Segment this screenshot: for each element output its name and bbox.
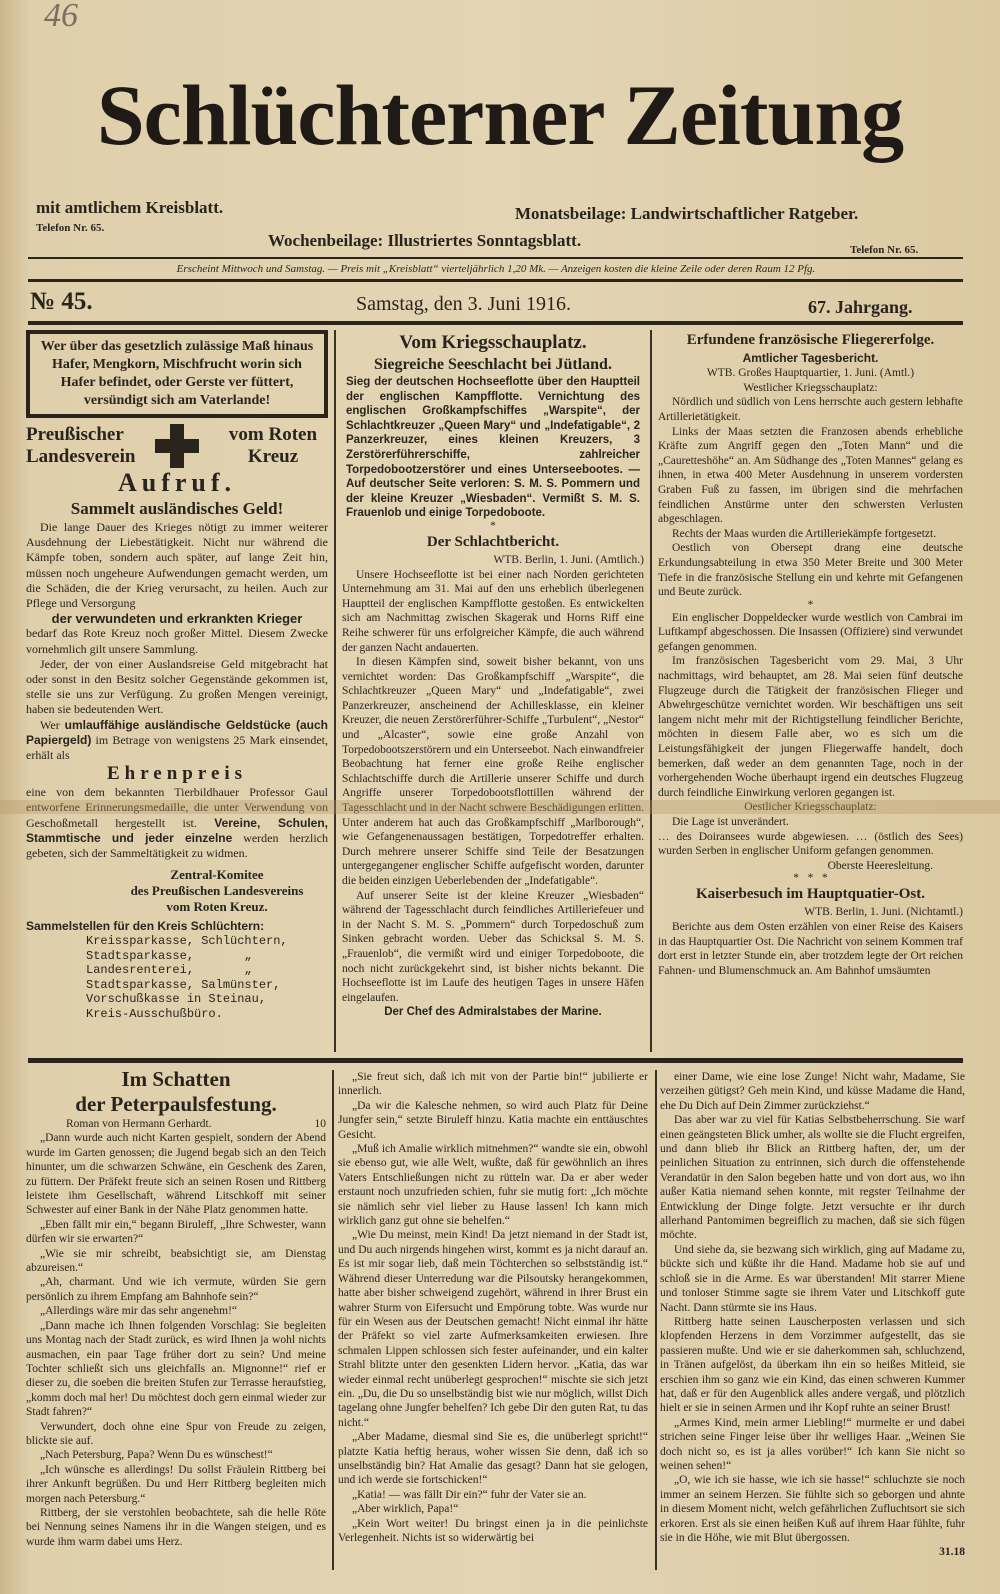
left-column [26, 330, 328, 1021]
separator-star: * [807, 598, 814, 611]
text: im Betrage von wenigstens 25 Mark einsendet, erhält als [26, 732, 329, 763]
red-cross-header [26, 424, 328, 468]
paragraph: „Dann mache ich Ihnen folgenden Vorschlag: Sie begleiten uns Montag nach der Stadt zurück, es wird Ihnen ja wohl nichts ausmachen, ein paar Tage früher dort zu sein? Und meine Tochter schließt sich uns gleichfalls an. Mignonne!“ rief er dieser zu, die soeben die breiten Stufen zur Terrasse heraufstieg, „komm doch mal her! Du möchtest doch gern einmal wieder zur Stadt fahren?“ [26, 1319, 326, 1419]
signature: Der Chef des Admiralstabes der Marine. [384, 1006, 602, 1019]
column-rule [650, 330, 652, 1052]
divider [28, 257, 963, 259]
summary: Sieg der deutschen Hochseeflotte über den Hauptteil der englischen Kampfflotte. Vernichtung des englischen Großkampfschiffes „Warspite“, der Schlachtkreuzer „Queen Mary“ und „Indefatigable“, 2 Panzerkreuzer, eines kleinen Kreuzers, 3 Zerstörerführerschiffe, zahlreicher Torpedobootzerstörer und eines Unterseebootes. — Auf deutscher Seite verloren: S. M. S. Pommern und der kleine Kreuzer „Wiesbaden“. Vermißt S. M. S. Frauenlob und einige Torpedoboote. [346, 376, 640, 520]
collection-point: Landesrenterei, „ [86, 963, 252, 978]
signature: Oberste Heeresleitung. [827, 859, 933, 872]
committee-line: vom Roten Kreuz. [166, 899, 268, 915]
section-label: Westlicher Kriegsschauplatz: [743, 381, 878, 394]
separator-star: * [490, 519, 496, 532]
column-rule [334, 330, 336, 1052]
red-cross-icon [155, 424, 199, 468]
paragraph: Rittberg, der sie verstohlen beobachtete, sah die helle Röte bei Nennung seines Namens ihr in die Wangen steigen, und es wurde ihm warm dabei ums Herz. [26, 1506, 326, 1548]
paragraph: Das aber war zu viel für Katias Selbstbeherrschung. Sie warf einen geängsteten Blick umher, als wollte sie die Flucht ergreifen, und dann blieb ihr Blick an Rittberg haften, der, um der peinlichen Situation zu entrinnen, sich durch die offenstehende Verandatür in den Salon begeben hatte und von dort aus, wo ihn außer Katia niemand sehen konnte, mit regster Teilnahme der Entwicklung der Dinge folgte. Jetzt versuchte er ihr durch allerhand Pantomimen begreiflich zu machen, daß sie sich fügen möchte. [660, 1114, 965, 1242]
issue-number: № 45. [30, 288, 93, 315]
novel-title: der Peterpaulsfestung. [75, 1092, 277, 1116]
paragraph: Auf unserer Seite ist der kleine Kreuzer „Wiesbaden“ während der Tagesschlacht durch feindliches Artilleriefeuer und in der Nacht S. M. S. „Pommern“ durch Torpedoschuß zum Sinken gebracht worden. Ueber das Schicksal S. M. S. „Frauenlob“, die vermißt wird und einiger Torpedoboote, die noch nicht zurückgekehrt sind, ist bisher nichts bekannt. Die Hochseeflotte ist im Laufe des heutigen Tages in unsere Häfen eingelaufen. [342, 889, 644, 1004]
novel-title: Im Schatten [121, 1067, 231, 1091]
collection-list [26, 934, 328, 1021]
byline: Roman von Hermann Gerhardt. [66, 1118, 212, 1130]
collection-point: Kreissparkasse, Schlüchtern, [86, 934, 288, 949]
paragraph: „Ich wünsche es allerdings! Du sollst Fräulein Rittberg bei ihrer Ankunft begrüßen. Du und Herr Rittberg begleiten mich morgen nach Petersburg.“ [26, 1463, 326, 1505]
paragraph: „Katia! — was fällt Dir ein?“ fuhr der Vater sie an. [352, 1488, 587, 1501]
text: Wer [40, 717, 60, 732]
paragraph: „Allerdings wäre mir das sehr angenehm!“ [40, 1305, 238, 1318]
headline: Kaiserbesuch im Hauptquatier-Ost. [695, 886, 926, 903]
paragraph: „Wie sie mir schreibt, beabsichtigt sie, am Dienstag abzureisen.“ [26, 1247, 326, 1275]
red-cross-org-right: vom Roten Kreuz [228, 424, 318, 467]
continued-mark: 31.18 [939, 1546, 965, 1559]
novel-column-2 [338, 1070, 648, 1545]
handwritten-page-number: 46 [44, 0, 78, 34]
headline: Siegreiche Seeschlacht bei Jütland. [374, 356, 612, 373]
paragraph: In diesen Kämpfen sind, soweit bisher bekannt, von uns vernichtet worden: Das Großkampfschiff „Warspite“, die Schlachtkreuzer „Queen Mary“ und „Indefatigable“, zwei Panzerkreuzer, anscheinend der Achillesklasse, ein kleiner Kreuzer, die neuen Zerstörerführer-Schiffe „Turbulent“, „Nestor“ und „Alcaster“, sowie eine große Anzahl von Torpedobootszerstörern und ein Unterseebot. Nach einwandfreier Beobachtung hat ferner eine große Reihe englischer Schlachtschiffe durch die Artillerie unserer Schiffe und durch Angriffe unserer Torpedobootsflottillen während der Tagesschlacht und in der Nacht schwere Beschädigungen erlitten. Unter anderem hat auch das Großkampfschiff „Marlborough“, wie Gefangenenaussagen bestätigen, Torpedotreffer erhalten. Durch mehrere unserer Schiffe sind Teile der Besatzungen untergegangener englischer Schiffe aufgefischt worden, darunter die beiden einzigen Ueberlebenden der „Indefatigable“. [342, 656, 644, 887]
paragraph: einer Dame, wie eine lose Zunge! Nicht wahr, Madame, Sie verzeihen gütigst? Geh mein Kind, und küsse Madame die Hand, ehe Du Dich auf Dein Zimmer zurückziehst.“ [660, 1071, 965, 1112]
telefon-right: Telefon Nr. 65. [850, 244, 919, 256]
paragraph: „Ah, charmant. Und wie ich vermute, würden Sie gern persönlich zu ihrem Empfang am Bahnhofe sein?“ [26, 1276, 326, 1303]
column-rule [655, 1070, 657, 1570]
paragraph: Im französischen Tagesbericht vom 29. Mai, 3 Uhr nachmittags, wird behauptet, am 28. Mai seien fünf deutsche Flugzeuge durch die Tätigkeit der französischen Flieger und Abwehrgeschütze vernichtet worden. Wir beschäftigen uns seit langem nicht mehr mit der Richtigstellung feindlicher Berichte, möchten in diesem Falle aber, wo es sich um die Leistungsfähigkeit der jungen Fliegerwaffe handelt, doch bemerken, daß weder an dem genannten Tage, noch in der vorhergehenden Woche überhaupt irgend ein deutsches Flugzeug durch feindliche Einwirkung verloren gegangen ist. [658, 655, 963, 799]
novel-text [338, 1070, 648, 1545]
bold-text: umlauffähige ausländische Geldstücke (auch Papiergeld) [26, 717, 329, 747]
collection-point: Vorschußkasse in Steinau, [86, 992, 267, 1007]
collection-point: Stadtsparkasse, „ [86, 948, 252, 963]
air-report [658, 611, 963, 801]
paragraph: Ein englischer Doppeldecker wurde westlich von Cambrai im Luftkampf abgeschossen. Die Insassen (Offiziere) sind verwundet gefangen genommen. [658, 611, 963, 653]
appeal-headline: Sammelt ausländisches Geld! [70, 499, 284, 518]
paragraph [26, 785, 328, 861]
telefon-left: Telefon Nr. 65. [36, 222, 105, 234]
text: eine von dem bekannten Tierbildhauer Professor Gaul entworfene Erinnerungsmedaille, die unter Verwendung von Geschoßmetall hergestellt ist. [26, 785, 328, 830]
subheading: Amtlicher Tagesbericht. [742, 351, 879, 365]
collection-point: Stadtsparkasse, Salmünster, [86, 977, 281, 992]
committee-line: Zentral-Komitee [170, 867, 264, 883]
paragraph: Nördlich und südlich von Lens herrschte auch gestern lebhafte Artillerietätigkeit. [658, 396, 963, 423]
bold-text: Vereine, Schulen, Stammtische und jeder einzelne [26, 815, 329, 845]
collection-point: Kreis-Ausschußbüro. [86, 1006, 223, 1021]
west-report [658, 395, 963, 599]
text: werden herzlich gebeten, sich der Sammeltätigkeit zu widmen. [26, 830, 329, 861]
novel-text [660, 1070, 965, 1545]
paragraph: „Da wir die Kalesche nehmen, so wird auch Platz für Deine Jungfer sein,“ setzte Biruleff hinzu. Katia machte ein enttäuschtes Gesicht. [338, 1099, 648, 1141]
paragraph: Jeder, der von einer Auslandsreise Geld mitgebracht hat oder sonst in den Besitz solcher Gegenstände gekommen ist, stelle sie uns zur Verfügung. Zu großen Mengen vereinigt, haben sie bedeutenden Wert. [26, 656, 328, 717]
section-label: Oestlicher Kriegsschauplatz: [744, 801, 877, 814]
publication-info: Erscheint Mittwoch und Samstag. — Preis mit „Kreisblatt“ vierteljährlich 1,20 Mk. — Anzeigen kosten die kleine Zeile oder deren Raum 12 Pfg. [176, 263, 816, 275]
monthly-supplement: Monatsbeilage: Landwirtschaftlicher Ratgeber. [515, 204, 859, 223]
paragraph: „Eben fällt mir ein,“ begann Biruleff, „Ihre Schwester, wann dürfen wir sie erwarten?“ [26, 1218, 326, 1246]
center-column [342, 330, 644, 1021]
section-heading: Vom Kriegsschauplatz. [399, 332, 587, 353]
ehrenpreis-heading: Ehrenpreis [106, 763, 248, 785]
novel-column-3 [660, 1070, 965, 1560]
paragraph: „Sie freut sich, daß ich mit von der Partie bin!“ jubilierte er innerlich. [338, 1071, 648, 1098]
paragraph: „Nach Petersburg, Papa? Wenn Du es wünschest!“ [40, 1449, 273, 1462]
headline: Erfundene französische Fliegererfolge. [686, 332, 935, 348]
paragraph: Berichte aus dem Osten erzählen von einer Reise des Kaisers in das Hauptquartier Ost. Die Nachricht von seinem Kommen traf dort erst in letzter Stunde ein, aber trotzdem legte der Ort reichen Fahnen- und Blumenschmuck an. Am Bahnhof umsäumten [658, 920, 963, 977]
volume-year: 67. Jahrgang. [808, 297, 913, 317]
paragraph: „O, wie ich sie hasse, wie ich sie hasse!“ schluchzte sie noch immer an seinem Herzen. Sie fühlte sich so geborgen und ahnte in diesem Moment nicht, welch gefährlichen Zufluchtsort sie sich erkoren. Erst als sie einen heißen Kuß auf ihrem Haar fühlte, fuhr sie in die Höhe, wie mit Blut übergossen. [660, 1474, 965, 1544]
paragraph: Links der Maas setzten die Franzosen abends erhebliche Kräfte zum Angriff gegen den „Toten Mann“ und die „Caurettеshöhe“ an. Am Südhange des „Toten Mannes“ gelang es ihnen, in etwa 400 Meter Ausdehnung in unserem vordersten Graben Fuß zu fassen, im übrigen sind die mehrfachen feindlichen Anstürme unter den schwersten Verlusten abgeschlagen. [658, 425, 963, 526]
paper-fold [0, 800, 1000, 814]
paragraph: „Kein Wort weiter! Du bringst einen ja in die peinlichste Verlegenheit. Nichts ist so widerwärtig bei [338, 1517, 648, 1544]
committee-line: des Preußischen Landesvereins [130, 883, 304, 899]
byline-row [26, 1117, 326, 1131]
issue-date: Samstag, den 3. Juni 1916. [356, 293, 571, 315]
novel-column-1 [26, 1066, 326, 1549]
paragraph: „Armes Kind, mein armer Liebling!“ murmelte er und dabei strichen seine Finger leise über ihr welliges Haar. „Weinen Sie doch nicht so, es ist ja alles vorüber!“ Ich kann Sie nicht so weinen sehen!“ [660, 1416, 965, 1472]
paragraph: „Aber Madame, diesmal sind Sie es, die unüberlegt spricht!“ platzte Katia heftig heraus, woher wissen Sie denn, daß ich so unselbständig bin? Hat Amalie das gesagt? Dann hat sie gelogen, und ich werde sie fortschicken!“ [338, 1431, 648, 1487]
divider [28, 321, 963, 325]
separator-stars: * * * [793, 872, 828, 885]
paragraph: Verwundert, doch ohne eine Spur von Freude zu zeigen, blickte sie auf. [26, 1420, 326, 1447]
masthead-subtitle: mit amtlichem Kreisblatt. [36, 198, 224, 217]
paragraph: Oestlich von Obersept drang eine deutsche Erkundungsabteilung in etwa 350 Meter Breite und 300 Meter Tiefe in die französische Stellung ein und kehrte mit Gefangenen und Beute zurück. [658, 542, 963, 599]
weekly-supplement: Wochenbeilage: Illustriertes Sonntagsblatt. [268, 231, 582, 250]
paragraph: Unsere Hochseeflotte ist bei einer nach Norden gerichteten Unternehmung am 31. Mai auf den uns erheblich überlegenen Hauptteil der englischen Kampfflotte gestoßen. Es entwickelten sich am Nachmittag zwischen Skagerak und Horns Riff eine Reihe schwerer für uns erfolgreicher Kämpfe, die auch während der ganzen Nacht andauerten. [342, 568, 644, 654]
column-rule [332, 1070, 334, 1570]
dateline: WTB. Großes Hauptquartier, 1. Juni. (Amtl.) [706, 367, 915, 380]
paragraph: „Muß ich Amalie wirklich mitnehmen?“ wandte sie ein, obwohl sie ebenso gut, wie alle Welt, wußte, daß für gewöhnlich an ihres Vaters Entschließungen nicht zu rütteln war. Da er aber weder erstaunt noch unzufrieden schien, fuhr sie mutig fort: „Ich möchte sie nämlich sehr viel lieber zu Hause lassen! Ich kann mich wirklich ganz gut ohne sie behelfen.“ [338, 1143, 648, 1228]
paragraph: bedarf das Rote Kreuz noch großer Mittel. Diesem Zwecke vornehmlich gilt unsere Sammlung. [26, 626, 328, 656]
report-heading: Der Schlachtbericht. [426, 533, 560, 550]
right-column [658, 330, 963, 978]
paragraph: Die lange Dauer des Krieges nötigt zu immer weiterer Ausdehnung der Liebestätigkeit. Nicht nur während die Kämpfe toben, sondern auch später, auf lange Zeit hin, müssen noch ungeheure Aufwendungen gemacht werden, um die Schäden, die der Krieg verursacht, zu heilen. Auch zur Pflege und Versorgung [26, 520, 328, 611]
collection-heading: Sammelstellen für den Kreis Schlüchtern: [26, 919, 265, 934]
paragraph: „Dann wurde auch nicht Karten gespielt, sondern der Abend wurde im Garten genossen; die Jugend begab sich an den Teich hinunter, um die schwarzen Schwäne, ein Geschenk des Zaren, zu füttern. Der Präfekt freute sich an seinen Rosen und Rittberg leistete ihm Gesellschaft, während Litschkoff mit seiner Schwester auf einer Bank in der Nähe Platz genommen hatte. [26, 1132, 326, 1217]
paragraph: „Aber wirklich, Papa!“ [352, 1503, 459, 1516]
appeal-title: Aufruf. [117, 468, 237, 497]
paragraph: Die Lage ist unverändert. [672, 816, 789, 829]
dateline: WTB. Berlin, 1. Juni. (Amtlich.) [493, 553, 644, 566]
installment-number: 10 [314, 1118, 326, 1130]
red-cross-org-left: Preußischer Landesverein [26, 424, 136, 467]
divider [28, 279, 963, 282]
notice-box: Wer über das gesetzlich zulässige Maß hinaus Hafer, Mengkorn, Mischfrucht worin sich Hafer befindet, oder Gerste ver füttert, versündigt sich am Vaterlande! [26, 330, 328, 418]
report-body [342, 568, 644, 1006]
newspaper-title: Schlüchterner Zeitung [96, 67, 904, 163]
paragraph: Rechts der Maas wurden die Artilleriekämpfe fortgesetzt. [672, 527, 937, 540]
dateline: WTB. Berlin, 1. Juni. (Nichtamtl.) [804, 906, 963, 919]
novel-text [26, 1131, 326, 1549]
paragraph [26, 718, 328, 764]
paragraph: „Wie Du meinst, mein Kind! Da jetzt niemand in der Stadt ist, und Du auch nirgends hingehen wirst, kommt es ja nicht darauf an. Es ist mir sogar lieb, daß mein Töchterchen so selbstständig ist.“ Während dieser Unterredung war die Pilsoutsky herangekommen, hatte aber bisher schweigend zugehört, während in ihrer Brust ein wahrer Sturm von Eifersucht und Empörung tobte. Was wurde nur für ein Wesen aus der Deutschen gemacht! Nicht einmal ihr hätte der Präfekt so viel zarte Aufmerksamkeiten erwiesen. Ihre schmalen Lippen schlossen sich fester aufeinander, und ein kalter Strahl blitzte unter den gesenkten Lidern hervor. „Katia, das war wieder einmal recht unüberlegt gesprochen!“ mischte sie sich jetzt ein. „Du, die Du so unselbständig bist wie nur möglich, willst Dich tagelang ohne Jungfer behelfen? Ich gebe Dir den guten Rat, tu das nicht.“ [338, 1229, 648, 1429]
bold-line: der verwundeten und erkrankten Krieger [51, 611, 303, 627]
paragraph: Und siehe da, sie bezwang sich wirklich, ging auf Madame zu, bückte sich und küßte ihr die Hand. Madame hob sie auf und schloß sie in die Arme. Es war überstanden! Mit starrer Miene und tonloser Stimme sagte sie ihrem Vater und Litschkoff gute Nacht. Dann stürmte sie ins Haus. [660, 1243, 965, 1314]
paragraph: … des Doiransees wurde abgewiesen. … (östlich des Sees) wurden Serben in englischer Uniform gefangen genommen. [658, 830, 963, 858]
divider [28, 1058, 963, 1063]
paragraph: Rittberg hatte seinen Lauscherposten verlassen und sich klopfenden Herzens in dem Vorzimmer aufgestellt, das sie passieren mußte. Und wie er sie daherkommen sah, schluchzend, in Tränen aufgelöst, da überkam ihn ein so heißes Mitleid, sie erschien ihm so ganz wie ein Kind, das einen schweren Kummer hat, daß er für den Augenblick alles andere vergaß, und plötzlich hielt er sie in seinen Armen und ihr Kopf ruhte an seiner Brust! [660, 1315, 965, 1415]
